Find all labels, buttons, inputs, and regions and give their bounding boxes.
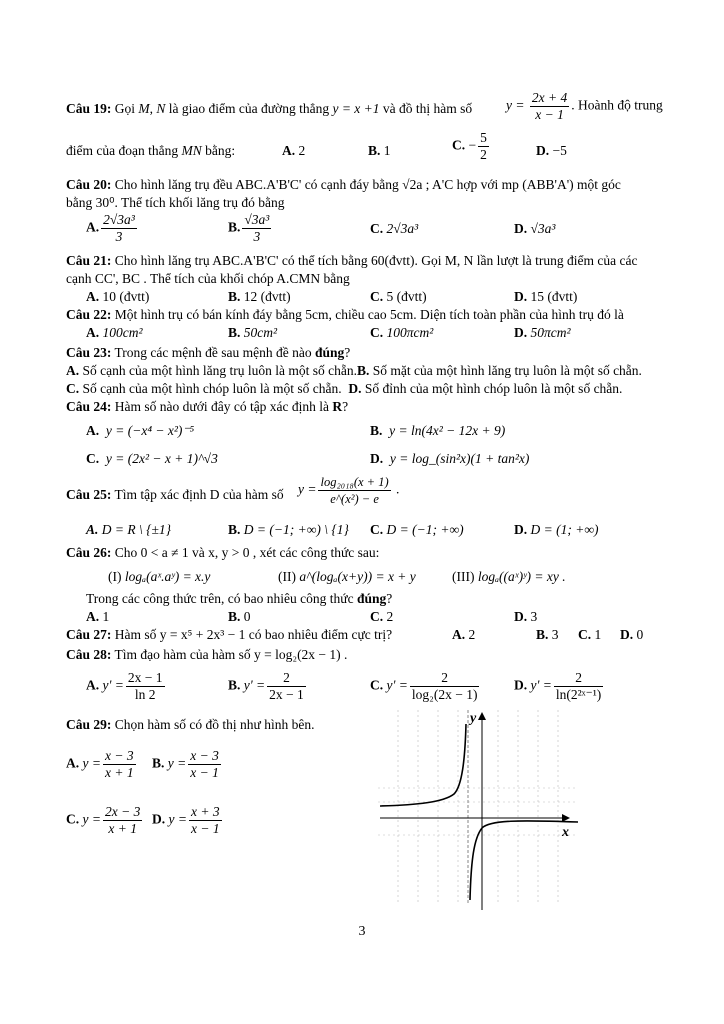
option-value: 2 — [386, 609, 394, 624]
math-formula: y = — [506, 97, 525, 113]
option-label: C. — [370, 522, 384, 537]
option-label: C. — [370, 677, 384, 693]
option-c — [370, 288, 427, 306]
option-b — [152, 748, 223, 781]
option-label: A. — [66, 363, 80, 378]
fraction — [318, 474, 390, 507]
numerator: 2 — [410, 670, 480, 687]
option-label: A. — [86, 609, 100, 624]
math-var: N — [156, 101, 166, 116]
fraction — [101, 212, 137, 245]
fraction — [126, 670, 165, 703]
option-value: y = ln(4x² − 12x + 9) — [389, 423, 506, 438]
question-26-options — [66, 608, 678, 626]
numerator: 2 — [267, 670, 306, 687]
option-value: 3 — [530, 609, 538, 624]
option-value: √3a³ — [530, 221, 556, 236]
question-28-options — [66, 668, 678, 712]
option-c — [452, 130, 491, 163]
denominator: 2x − 1 — [269, 687, 304, 702]
denominator: 3 — [253, 229, 261, 244]
numerator: 2x − 3 — [104, 804, 141, 819]
option-value: 0 — [243, 609, 251, 624]
option-label: B. — [368, 143, 381, 158]
option-label: B. — [228, 289, 241, 304]
option-a — [86, 324, 143, 342]
option-value: 2 — [468, 627, 476, 642]
option-label: D. — [514, 522, 528, 537]
question-25-options — [66, 518, 678, 542]
fraction — [478, 130, 489, 163]
question-text: điểm của đoạn thẳng — [66, 143, 182, 158]
math-formula: y = — [82, 811, 101, 827]
option-label: A. — [86, 219, 100, 235]
option-label: A. — [282, 143, 296, 158]
option-label: B. — [228, 677, 241, 693]
denominator: x − 1 — [190, 765, 219, 780]
numerator: x − 3 — [104, 748, 134, 763]
question-23 — [66, 344, 678, 362]
option-d — [514, 220, 555, 238]
formula-label: (III) — [452, 569, 475, 584]
formula-3 — [452, 568, 566, 586]
option-value: −5 — [552, 143, 567, 158]
y-axis-arrow-icon — [478, 712, 486, 720]
option-b — [228, 212, 273, 245]
formula-label: (I) — [108, 569, 122, 584]
question-text: Trong các mệnh đề sau mệnh đề nào — [114, 345, 315, 360]
numerator: 2 — [554, 670, 603, 687]
option-value: 1 — [383, 143, 391, 158]
option-d — [370, 450, 529, 468]
emphasis: đúng — [314, 345, 345, 360]
option-d — [514, 608, 537, 626]
option-a — [86, 212, 139, 245]
question-text: Cho hình lăng trụ đều ABC.A'B'C' có cạnh đáy bằng √2a ; A'C hợp với mp (ABB'A') một góc — [114, 177, 621, 192]
question-19-line2 — [66, 128, 678, 172]
question-text: Gọi — [114, 101, 139, 116]
question-26-line2 — [66, 590, 678, 608]
question-22-options — [66, 324, 678, 344]
option-value: D = (−1; +∞) \ {1} — [243, 522, 349, 537]
option-value: Số cạnh của một hình lăng trụ luôn là một số chẵn. — [82, 363, 357, 378]
question-23-line1 — [66, 362, 678, 380]
formula-1 — [108, 568, 210, 586]
option-label: B. — [228, 219, 241, 235]
math-formula: y' = — [243, 677, 266, 693]
option-b — [228, 288, 291, 306]
option-value: Số cạnh của một hình chóp luôn là một số chẵn. — [82, 381, 342, 396]
question-23-line2 — [66, 380, 678, 398]
option-c — [370, 220, 418, 238]
numerator: log₂₀₁₈(x + 1) — [320, 475, 389, 489]
denominator: ln 2 — [134, 687, 156, 702]
option-label: B. — [152, 755, 165, 771]
question-27 — [66, 626, 678, 646]
option-a — [86, 608, 109, 626]
option-value: D = R \ {±1} — [101, 522, 172, 537]
graph-grid — [378, 710, 578, 905]
option-label: C. — [370, 221, 384, 236]
option-b — [228, 608, 251, 626]
question-28 — [66, 646, 678, 668]
option-label: C. — [66, 381, 80, 396]
y-axis-label: y — [470, 711, 477, 726]
option-value: 3 — [551, 627, 559, 642]
x-axis-label: x — [562, 825, 569, 840]
question-text: Tìm đạo hàm của hàm số y = log₂(2x − 1) . — [114, 647, 348, 662]
option-b — [228, 324, 277, 342]
denominator: x − 1 — [190, 821, 220, 836]
option-label: C. — [86, 451, 100, 466]
option-label: D. — [152, 811, 166, 827]
option-value: 50cm² — [243, 325, 278, 340]
math-formula: y = — [82, 755, 101, 771]
numerator: x − 3 — [190, 748, 219, 763]
option-value: 100cm² — [102, 325, 143, 340]
option-label: D. — [514, 221, 528, 236]
formula-value: logₐ((aˣ)ʸ) = xy . — [477, 569, 566, 584]
option-c — [370, 521, 464, 539]
option-a — [452, 626, 475, 644]
question-text: cạnh CC', BC . Thể tích của khối chóp A.CMN bằng — [66, 271, 350, 286]
question-19 — [66, 88, 678, 128]
question-label: Câu 22: — [66, 307, 112, 322]
question-25 — [66, 474, 678, 518]
numerator: 5 — [480, 130, 487, 145]
question-label: Câu 25: — [66, 487, 112, 502]
option-label: D. — [514, 325, 528, 340]
option-label: A. — [86, 677, 100, 693]
fraction — [103, 748, 136, 781]
math-formula: y = x +1 — [332, 101, 380, 116]
option-b — [536, 626, 559, 644]
option-value: Số đỉnh của một hình chóp luôn là một số chẵn. — [364, 381, 623, 396]
option-label: C. — [66, 811, 80, 827]
question-21 — [66, 252, 678, 270]
denominator: log₂(2x − 1) — [411, 687, 478, 702]
option-a — [86, 670, 167, 703]
fraction — [188, 748, 221, 781]
fraction — [103, 804, 142, 837]
question-text: và đồ thị hàm số — [379, 101, 473, 116]
option-d — [514, 288, 577, 306]
denominator: x + 1 — [104, 765, 134, 780]
question-text: Cho hình lăng trụ ABC.A'B'C' có thể tích bằng 60(đvtt). Gọi M, N lần lượt là trung điểm của các — [114, 253, 638, 268]
question-text: Trong các công thức trên, có bao nhiêu công thức — [86, 591, 357, 606]
question-text: Hàm số y = x⁵ + 2x³ − 1 có bao nhiêu điểm cực trị? — [114, 627, 393, 642]
question-text: Chọn hàm số có đồ thị như hình bên. — [114, 717, 315, 732]
page-number: 3 — [358, 924, 366, 939]
question-label: Câu 21: — [66, 253, 112, 268]
punct: ? — [342, 399, 349, 414]
question-20-options — [66, 212, 678, 252]
math-set: R — [332, 399, 343, 414]
question-label: Câu 26: — [66, 545, 112, 560]
formula-label: (II) — [278, 569, 296, 584]
option-b — [370, 422, 505, 440]
option-label: B. — [356, 363, 370, 378]
denominator: 3 — [115, 229, 123, 244]
option-label: D. — [536, 143, 550, 158]
fraction — [410, 670, 480, 703]
option-value: y = (−x⁴ − x²)⁻⁵ — [105, 423, 195, 438]
question-24 — [66, 398, 678, 416]
question-text: Hàm số nào dưới đây có tập xác định là — [114, 399, 333, 414]
question-label: Câu 29: — [66, 717, 112, 732]
question-24-options-cd — [66, 444, 678, 474]
option-c — [370, 608, 393, 626]
option-a — [86, 288, 149, 306]
option-c — [370, 324, 433, 342]
math-formula: y = — [168, 811, 187, 827]
option-a — [86, 422, 194, 440]
option-label: B. — [228, 522, 241, 537]
formula-value: a^(logₐ(x+y)) = x + y — [299, 569, 416, 584]
option-label: D. — [620, 627, 634, 642]
option-value: y = (2x² − x + 1)^√3 — [105, 451, 218, 466]
option-b — [228, 670, 308, 703]
option-b — [228, 521, 349, 539]
math-var: M — [138, 101, 150, 116]
option-label: A. — [86, 423, 100, 438]
punct: ? — [344, 345, 351, 360]
question-text: bằng: — [201, 143, 236, 158]
option-d — [536, 142, 567, 160]
option-c — [370, 670, 481, 703]
option-label: B. — [228, 609, 241, 624]
function-graph — [378, 710, 588, 910]
option-a — [66, 748, 138, 781]
option-label: A. — [86, 325, 100, 340]
question-text: Tìm tập xác định D của hàm số — [114, 487, 284, 502]
denominator: 2 — [480, 147, 487, 162]
question-text: bằng 30⁰. Thể tích khối lăng trụ đó bằng — [66, 195, 285, 210]
option-label: B. — [228, 325, 241, 340]
formula-2 — [278, 568, 416, 586]
question-label: Câu 19: — [66, 101, 112, 116]
numerator: 2x − 1 — [127, 670, 163, 685]
question-21-options — [66, 288, 678, 306]
fraction — [189, 804, 222, 837]
option-value: 1 — [102, 609, 110, 624]
fraction — [530, 90, 569, 123]
option-label: D. — [348, 381, 362, 396]
question-24-options-ab — [66, 416, 678, 444]
punct: , — [149, 101, 157, 116]
option-value: y = log_(sin²x)(1 + tan²x) — [389, 451, 530, 466]
option-value: − — [468, 137, 477, 153]
denominator: x − 1 — [535, 107, 564, 122]
option-value: 1 — [594, 627, 602, 642]
denominator: x + 1 — [108, 821, 137, 836]
option-label: D. — [370, 451, 384, 466]
question-21-line2 — [66, 270, 678, 288]
option-value: 100πcm² — [386, 325, 434, 340]
question-label: Câu 23: — [66, 345, 112, 360]
math-formula: y' = — [386, 677, 408, 693]
option-label: C. — [370, 289, 384, 304]
denominator: e^(x²) − e — [330, 492, 379, 506]
punct: . — [396, 481, 400, 497]
option-a — [282, 142, 305, 160]
option-d — [514, 521, 598, 539]
numerator: x + 3 — [190, 804, 220, 819]
punct: ? — [386, 591, 393, 606]
question-26-formulas — [66, 562, 678, 590]
option-b — [368, 142, 391, 160]
question-label: Câu 24: — [66, 399, 112, 414]
question-text: Một hình trụ có bán kính đáy bằng 5cm, chiều cao 5cm. Diện tích toàn phần của hình trụ đó là — [114, 307, 624, 322]
option-a — [86, 521, 171, 539]
math-formula: y = — [298, 481, 317, 497]
question-22 — [66, 306, 678, 324]
option-c — [86, 450, 218, 468]
option-value: 10 (đvtt) — [102, 289, 150, 304]
question-text: Cho 0 < a ≠ 1 và x, y > 0 , xét các công thức sau: — [114, 545, 380, 560]
fraction — [267, 670, 306, 703]
option-value: 15 (đvtt) — [530, 289, 578, 304]
question-label: Câu 20: — [66, 177, 112, 192]
option-value: 2√3a³ — [386, 221, 419, 236]
numerator: √3a³ — [244, 212, 270, 227]
question-20 — [66, 176, 678, 194]
option-d — [152, 804, 224, 837]
math-formula: y = — [167, 755, 187, 771]
numerator: 2√3a³ — [103, 212, 135, 227]
question-label: Câu 27: — [66, 627, 112, 642]
option-value: D = (1; +∞) — [530, 522, 599, 537]
question-text: . Hoành độ trung — [571, 97, 663, 113]
formula-value: logₐ(aˣ.aʸ) = x.y — [124, 569, 211, 584]
option-value: D = (−1; +∞) — [386, 522, 464, 537]
option-label: B. — [536, 627, 549, 642]
option-label: A. — [86, 289, 100, 304]
math-formula: y' = — [102, 677, 124, 693]
option-value: 50πcm² — [530, 325, 571, 340]
math-formula: y' = — [530, 677, 552, 693]
fraction — [242, 212, 271, 245]
option-value: Số mặt của một hình lăng trụ luôn là một số chẵn. — [372, 363, 642, 378]
option-value: 2 — [298, 143, 306, 158]
denominator: ln(2²ˣ⁻¹) — [555, 687, 602, 702]
fraction — [554, 670, 603, 703]
question-26 — [66, 544, 678, 562]
question-text: là giao điểm của đường thẳng — [165, 101, 333, 116]
emphasis: đúng — [356, 591, 387, 606]
option-d — [620, 626, 643, 644]
option-c — [66, 804, 144, 837]
option-label: C. — [452, 137, 466, 153]
option-d — [514, 324, 571, 342]
option-label: C. — [370, 325, 384, 340]
question-20-line2 — [66, 194, 678, 212]
option-c — [578, 626, 601, 644]
option-label: C. — [578, 627, 592, 642]
option-label: A. — [86, 522, 99, 537]
option-label: A. — [66, 755, 80, 771]
option-d — [514, 670, 605, 703]
option-value: 5 (đvtt) — [386, 289, 427, 304]
option-label: D. — [514, 677, 528, 693]
option-label: D. — [514, 289, 528, 304]
option-label: C. — [370, 609, 384, 624]
option-label: A. — [452, 627, 466, 642]
option-label: D. — [514, 609, 528, 624]
graph-curve-left — [380, 724, 466, 806]
option-label: B. — [370, 423, 383, 438]
option-value: 12 (đvtt) — [243, 289, 291, 304]
math-var: MN — [181, 143, 202, 158]
question-label: Câu 28: — [66, 647, 112, 662]
numerator: 2x + 4 — [531, 90, 568, 105]
option-value: 0 — [636, 627, 644, 642]
